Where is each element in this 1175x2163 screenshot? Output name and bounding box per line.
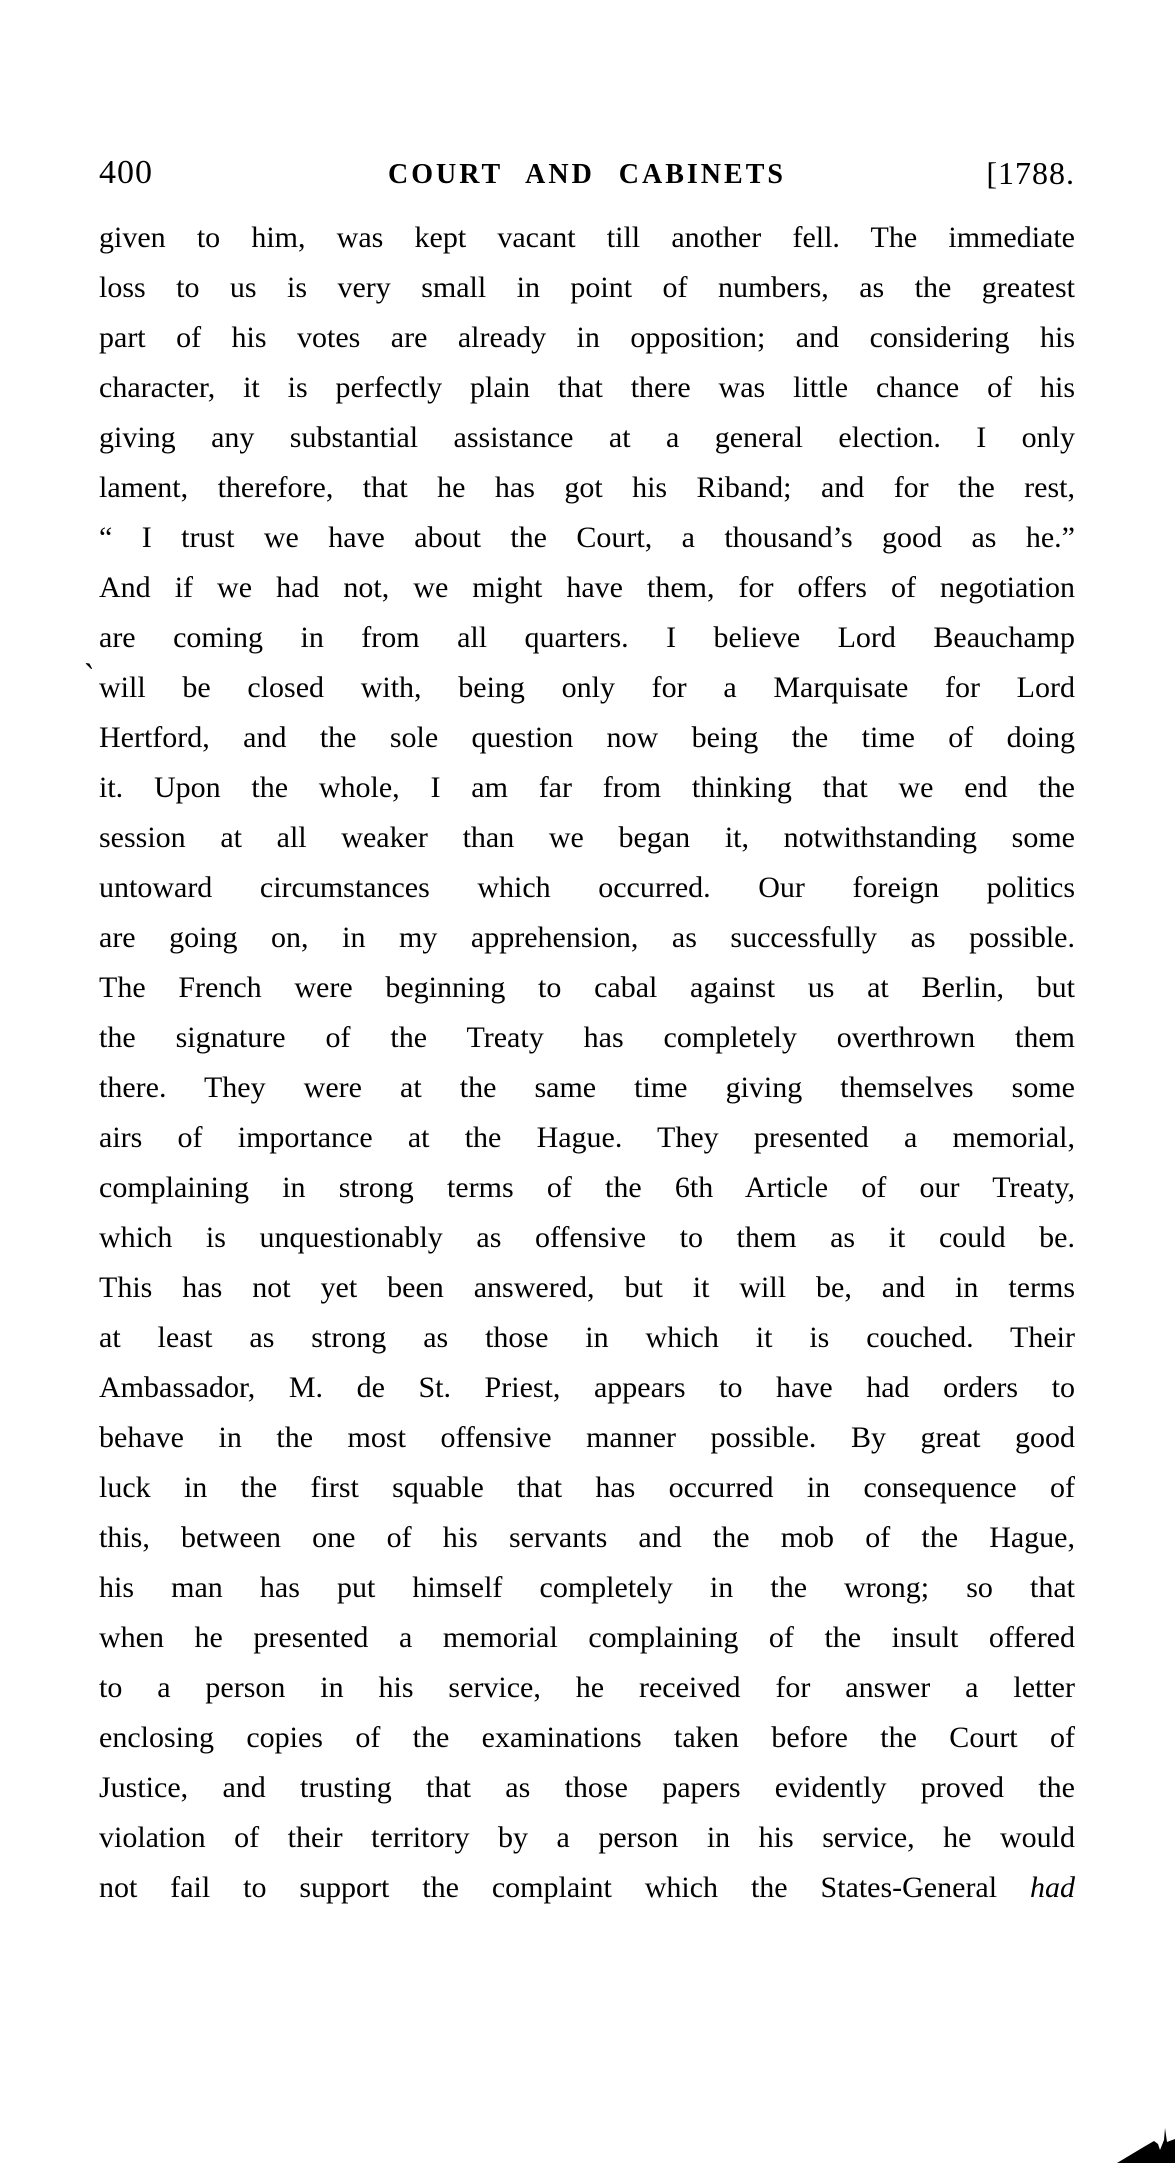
page-number: 400 bbox=[99, 154, 153, 191]
text-line: This has not yet been answered, but it will be, and in terms bbox=[99, 1271, 1075, 1304]
text-line: his man has put himself completely in the wrong; so that bbox=[99, 1571, 1075, 1604]
text-line: not fail to support the complaint which the States-General had bbox=[99, 1871, 1075, 1904]
italic-word: had bbox=[1030, 1871, 1075, 1904]
text-line: complaining in strong terms of the 6th Article of our Treaty, bbox=[99, 1171, 1075, 1204]
text-line: given to him, was kept vacant till another fell. The immediate bbox=[99, 221, 1075, 254]
running-title: COURT AND CABINETS bbox=[388, 159, 786, 190]
text-line: loss to us is very small in point of numbers, as the greatest bbox=[99, 271, 1075, 304]
text-line: when he presented a memorial complaining of the insult offered bbox=[99, 1621, 1075, 1654]
page-text bbox=[99, 213, 1075, 1913]
text-line: it. Upon the whole, I am far from thinking that we end the bbox=[99, 771, 1075, 804]
text-line: untoward circumstances which occurred. Our foreign politics bbox=[99, 871, 1075, 904]
year-marker: [1788. bbox=[986, 155, 1075, 191]
text-line: part of his votes are already in opposition; and considering his bbox=[99, 321, 1075, 354]
text-line: will be closed with, being only for a Marquisate for Lord bbox=[99, 671, 1075, 704]
text-line: this, between one of his servants and the mob of the Hague, bbox=[99, 1521, 1075, 1554]
text-line: which is unquestionably as offensive to them as it could be. bbox=[99, 1221, 1075, 1254]
text-line: giving any substantial assistance at a general election. I only bbox=[99, 421, 1075, 454]
page-header bbox=[99, 150, 1075, 195]
text-line: airs of importance at the Hague. They presented a memorial, bbox=[99, 1121, 1075, 1154]
text-line: there. They were at the same time giving themselves some bbox=[99, 1071, 1075, 1104]
text-line: lament, therefore, that he has got his Riband; and for the rest, bbox=[99, 471, 1075, 504]
text-line: enclosing copies of the examinations taken before the Court of bbox=[99, 1721, 1075, 1754]
margin-tick-artifact: ` bbox=[79, 657, 96, 696]
text-line: are going on, in my apprehension, as successfully as possible. bbox=[99, 921, 1075, 954]
text-line: character, it is perfectly plain that there was little chance of his bbox=[99, 371, 1075, 404]
text-line: session at all weaker than we began it, notwithstanding some bbox=[99, 821, 1075, 854]
text-line: at least as strong as those in which it is couched. Their bbox=[99, 1321, 1075, 1354]
text-line: behave in the most offensive manner possible. By great good bbox=[99, 1421, 1075, 1454]
text-line: are coming in from all quarters. I believe Lord Beauchamp bbox=[99, 621, 1075, 654]
text-line: The French were beginning to cabal against us at Berlin, but bbox=[99, 971, 1075, 1004]
text-line: the signature of the Treaty has completely overthrown them bbox=[99, 1021, 1075, 1054]
text-line: luck in the first squable that has occurred in consequence of bbox=[99, 1471, 1075, 1504]
text-line: Justice, and trusting that as those papers evidently proved the bbox=[99, 1771, 1075, 1804]
text-line: Ambassador, M. de St. Priest, appears to have had orders to bbox=[99, 1371, 1075, 1404]
text-line: And if we had not, we might have them, for offers of negotiation bbox=[99, 571, 1075, 604]
text-line: “ I trust we have about the Court, a thousand’s good as he.” bbox=[99, 521, 1075, 554]
text-line: violation of their territory by a person in his service, he would bbox=[99, 1821, 1075, 1854]
text-line: Hertford, and the sole question now being the time of doing bbox=[99, 721, 1075, 754]
corner-scan-artifact bbox=[1115, 2123, 1175, 2163]
text-line: to a person in his service, he received for answer a letter bbox=[99, 1671, 1075, 1704]
